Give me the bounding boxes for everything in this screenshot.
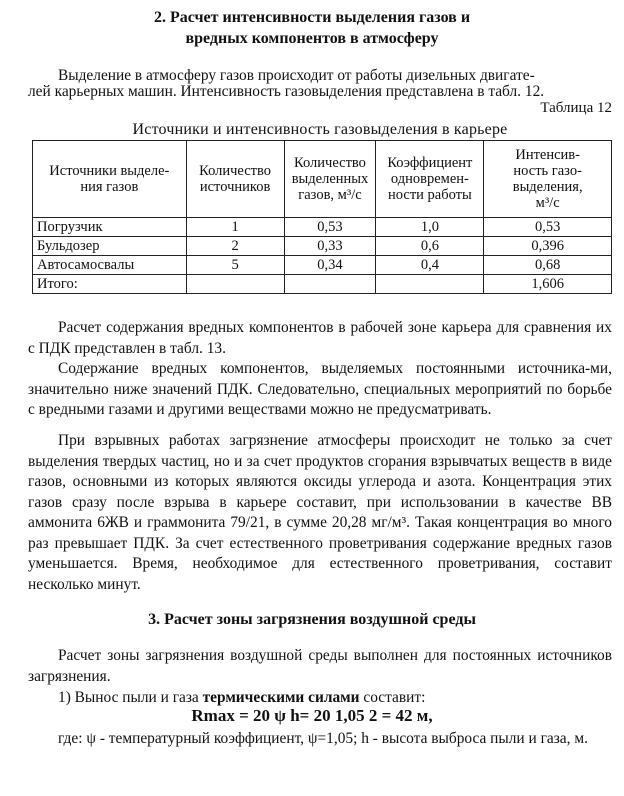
- cell-source: Бульдозер: [33, 237, 187, 256]
- cell-count: 2: [186, 237, 284, 256]
- table-number: Таблица 12: [540, 100, 612, 116]
- cell-coefficient: 0,4: [376, 256, 484, 275]
- intro-line1: Выделение в атмосферу газов происходит от работы дизельных двигате-: [58, 67, 535, 84]
- cell-intensity: 0,53: [484, 218, 612, 237]
- header-sources: Источники выделе- ния газов: [33, 141, 187, 218]
- table-header-row: [33, 141, 612, 218]
- paragraph-zone-calc: Расчет зоны загрязнения воздушной среды выполнен для постоянных источников загрязнения.: [28, 647, 612, 685]
- cell-count: 5: [186, 256, 284, 275]
- paragraph-where: где: ψ - температурный коэффициент, ψ=1,05; h - высота выброса пыли и газа, м.: [58, 730, 588, 747]
- table-row: [33, 237, 612, 256]
- cell-intensity: 0,396: [484, 237, 612, 256]
- table-row: [33, 218, 612, 237]
- cell-source: Погрузчик: [33, 218, 187, 237]
- table-row: [33, 256, 612, 275]
- cell-empty: [186, 275, 284, 294]
- cell-empty: [376, 275, 484, 294]
- cell-empty: [284, 275, 376, 294]
- cell-gas-volume: 0,53: [284, 218, 376, 237]
- table-total-row: [33, 275, 612, 294]
- cell-intensity: 0,68: [484, 256, 612, 275]
- cell-coefficient: 0,6: [376, 237, 484, 256]
- table-caption: Источники и интенсивность газовыделения в карьере: [132, 121, 508, 138]
- section-3-title: 3. Расчет зоны загрязнения воздушной среды: [148, 611, 476, 628]
- header-gas-volume: Количество выделенных газов, м³/с: [284, 141, 376, 218]
- intro-line2: лей карьерных машин. Интенсивность газовыделения представлена в табл. 12.: [28, 83, 545, 100]
- paragraph-blasting: При взрывных работах загрязнение атмосферы происходит не только за счет выделения твердых частиц, но и за счет продуктов сгорания взрывчатых веществ в виде газов, основными из которых являются оксиды углерода и азота. Концентрация этих газов сразу после взрыва в карьере составит, при использовании в качестве ВВ аммонита 6ЖВ и граммонита 79/21, в сумме 20,28 мг/м³. Такая концентрация во много раз превышает ПДК. За счет естественного проветривания содержание вредных газов уменьшается. Время, необходимое для естественного проветривания, составит несколько минут.: [28, 432, 612, 593]
- header-count: Количество источников: [186, 141, 284, 218]
- cell-source: Автосамосвалы: [33, 256, 187, 275]
- section-2-title-line2: вредных компонентов в атмосферу: [185, 30, 439, 47]
- cell-total-value: 1,606: [484, 275, 612, 294]
- item-1-bold: термическими силами: [202, 689, 360, 706]
- cell-coefficient: 1,0: [376, 218, 484, 237]
- cell-gas-volume: 0,34: [284, 256, 376, 275]
- cell-count: 1: [186, 218, 284, 237]
- cell-total-label: Итого:: [33, 275, 187, 294]
- paragraph-harmful-components: Содержание вредных компонентов, выделяемых постоянными источника-ми, значительно ниже значений ПДК. Следовательно, специальных мероприятий по борьбе с вредными газами и другими веществами можно не предусматривать.: [28, 360, 612, 418]
- cell-gas-volume: 0,33: [284, 237, 376, 256]
- paragraph-pdk-calc: Расчет содержания вредных компонентов в рабочей зоне карьера для сравнения их с ПДК представлен в табл. 13.: [28, 319, 612, 357]
- section-2-title-line1: 2. Расчет интенсивности выделения газов и: [153, 9, 471, 26]
- item-1-prefix: 1) Вынос пыли и газа: [58, 689, 203, 706]
- header-intensity: Интенсив- ность газо- выделения, м³/с: [484, 141, 612, 218]
- header-coefficient: Коэффициент одновремен- ности работы: [376, 141, 484, 218]
- formula-rmax: Rmax = 20 ψ h= 20 1,05 2 = 42 м,: [191, 706, 433, 725]
- item-1-suffix: составит:: [359, 689, 426, 706]
- gas-sources-table: [32, 140, 612, 294]
